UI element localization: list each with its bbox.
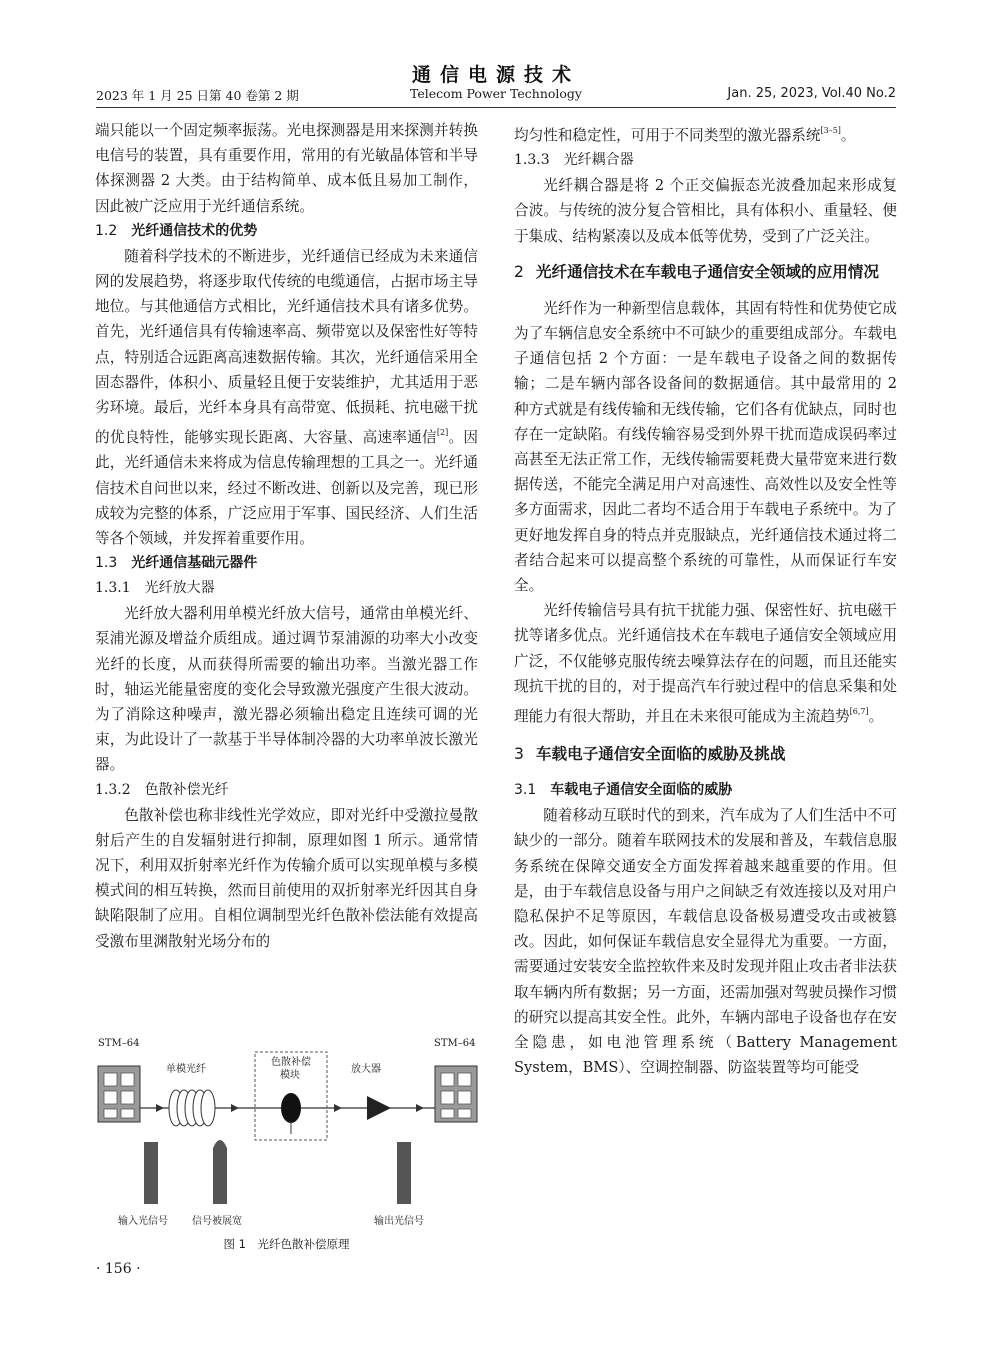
section-title: 光纤放大器 xyxy=(144,580,215,597)
amplifier-label: 放大器 xyxy=(351,1064,381,1075)
section-1-2-paragraph xyxy=(95,244,478,551)
header-row xyxy=(96,86,896,106)
text-run: 光纤传输信号具有抗干扰能力强、保密性好、抗电磁干扰等诸多优点。光纤通信技术在车载电子通信安全领域应用广泛，不仅能够克服传统去噪算法存在的问题，而且还能实现抗干扰的目的，对于提高汽车行驶过程中的信息采集和处理能力有很大帮助，并且在未来很可能成为主流趋势 xyxy=(514,602,897,726)
input-signal-pulse xyxy=(144,1142,158,1204)
section-title: 光纤通信基础元器件 xyxy=(131,555,258,572)
section-1-3-1-paragraph: 光纤放大器利用单模光纤放大信号，通常由单模光纤、泵浦光源及增益介质组成。通过调节泵浦源的功率大小改变光纤的长度，从而获得所需要的输出功率。当激光器工作时，轴运光能量密度的变化会导致激光强度产生很大波动。为了消除这种噪声，激光器必须输出稳定且连续可调的光束，为此设计了一款基于半导体制冷器的大功率单波长激光器。 xyxy=(95,605,478,774)
text-run: 均匀性和稳定性，可用于不同类型的激光器系统 xyxy=(514,127,821,144)
header-rule xyxy=(96,107,896,108)
section-number: 2 xyxy=(514,262,524,281)
left-column xyxy=(95,118,478,954)
journal-english-name: Telecom Power Technology xyxy=(410,86,582,101)
section-2-paragraph-2 xyxy=(514,598,897,729)
section-2-heading xyxy=(514,259,897,286)
section-number: 1.2 xyxy=(95,222,118,239)
paragraph-continued: 端只能以一个固定频率振荡。光电探测器是用来探测并转换电信号的装置，具有重要作用，常用的有光敏晶体管和半导体探测器 2 大类。由于结构简单、成本低且易加工制作，因此被广泛应用于光纤通信系统。 xyxy=(95,122,478,215)
left-stm-cabinet xyxy=(98,1066,140,1122)
broadened-signal-pulse xyxy=(213,1140,227,1204)
broadened-signal-label: 信号被展宽 xyxy=(192,1216,242,1227)
section-number: 1.3.3 xyxy=(514,152,550,169)
arrow-icon xyxy=(416,1104,424,1112)
dcm-module-icon xyxy=(281,1093,301,1123)
section-title: 车载电子通信安全面临的威胁 xyxy=(550,782,733,799)
citation: [6,7] xyxy=(849,707,869,717)
section-number: 1.3 xyxy=(95,555,118,572)
issue-date: 2023 年 1 月 25 日第 40 卷第 2 期 xyxy=(96,88,299,103)
citation: [2] xyxy=(436,428,449,438)
section-1-2-heading xyxy=(95,219,478,244)
output-signal-label: 输出光信号 xyxy=(374,1216,424,1227)
figure-1 xyxy=(95,1036,478,1230)
section-number: 3.1 xyxy=(514,782,537,799)
text-run: 随着科学技术的不断进步，光纤通信已经成为未来通信网的发展趋势，将逐步取代传统的电缆通信，占据市场主导地位。与其他通信方式相比，光纤通信技术具有诸多优势。首先，光纤通信具有传输速率高、频带宽以及保密性好等特点，特别适合远距离高速数据传输。其次，光纤通信采用全固态器件，体积小、质量轻且便于安装维护，尤其适用于恶劣环境。最后，光纤本身具有高带宽、低损耗、抗电磁干扰的优良特性，能够实现长距离、大容量、高速率通信 xyxy=(95,247,478,447)
stm-right-label: STM–64 xyxy=(434,1038,476,1049)
section-1-3-3-paragraph: 光纤耦合器是将 2 个正交偏振态光波叠加起来形成复合波。与传统的波分复合管相比，具有体积小、重量轻、便于集成、结构紧凑以及成本低等优势，受到了广泛关注。 xyxy=(514,177,897,245)
section-1-3-1-heading xyxy=(95,576,478,601)
citation: [3–5] xyxy=(820,126,841,135)
section-1-3-2-paragraph: 色散补偿也称非线性光学效应，即对光纤中受激拉曼散射后产生的自发辐射进行抑制，原理如图 1 所示。通常情况下，利用双折射率光纤作为传输介质可以实现单模与多模模式间的相互转换，然而目前使用的双折射率光纤因其自身缺陷限制了应用。自相位调制型光纤色散补偿法能有效提高受激布里渊散射光场分布的 xyxy=(95,806,478,950)
arrow-icon xyxy=(231,1104,239,1112)
journal-title: 通信电源技术 xyxy=(411,64,580,86)
issue-date-english: Jan. 25, 2023, Vol.40 No.2 xyxy=(727,86,896,101)
dcm-label-line1: 色散补偿 xyxy=(271,1057,311,1068)
arrow-icon xyxy=(334,1104,342,1112)
dcm-label-line2: 模块 xyxy=(280,1070,300,1081)
input-signal-label: 输入光信号 xyxy=(118,1216,168,1227)
section-3-heading xyxy=(514,741,897,768)
section-title: 光纤耦合器 xyxy=(563,152,634,169)
section-title: 光纤通信技术的优势 xyxy=(131,222,258,239)
output-signal-pulse xyxy=(397,1142,411,1204)
section-3-1-heading xyxy=(514,778,897,803)
stm-left-label: STM–64 xyxy=(98,1038,140,1049)
figure-caption: 图 1 光纤色散补偿原理 xyxy=(223,1237,350,1251)
text-run: 。因此，光纤通信未来将成为信息传输理想的工具之一。光纤通信技术自问世以来，经过不断改进、创新以及完善，现已形成较为完整的体系，广泛应用于军事、国民经济、人们生活等各个领域，并发挥着重要作用。 xyxy=(95,429,478,548)
section-title: 光纤通信技术在车载电子通信安全领域的应用情况 xyxy=(535,262,879,281)
section-number: 1.3.1 xyxy=(95,580,131,597)
page-number: · 156 · xyxy=(96,1261,141,1277)
section-1-3-2-heading xyxy=(95,778,478,803)
section-title: 色散补偿光纤 xyxy=(144,781,229,798)
section-1-3-heading xyxy=(95,551,478,576)
section-2-paragraph-1: 光纤作为一种新型信息载体，其固有特性和优势使它成为了车辆信息安全系统中不可缺少的重要组成部分。车载电子通信包括 2 个方面：一是车载电子设备之间的数据传输；二是车辆内部各设备间的数据通信。其中最常用的 2 种方式就是有线传输和无线传输，它们各有优缺点，同时也存在一定缺陷。有线传输容易受到外界干扰而造成误码率过高甚至无法正常工作，无线传输需要耗费大量带宽来进行数据传送，不能完全满足用户对高速性、高效性以及安全性等多方面需求，因此二者均不适合用于车载电子系统中。为了更好地发挥自身的特点并克服缺点，光纤通信技术通过将二者结合起来可以提高整个系统的可靠性，从而保证行车安全。 xyxy=(514,299,897,595)
text-run: 。 xyxy=(868,708,884,726)
right-stm-cabinet xyxy=(435,1066,477,1122)
text-run: 。 xyxy=(840,127,856,144)
arrow-icon xyxy=(156,1104,164,1112)
section-3-1-paragraph: 随着移动互联时代的到来，汽车成为了人们生活中不可缺少的一部分。随着车联网技术的发展和普及，车载信息服务系统在保障交通安全方面发挥着越来越重要的作用。但是，由于车载信息设备与用户之间缺乏有效连接以及对用户隐私保护不足等原因，车载信息设备极易遭受攻击或被篡改。因此，如何保证车载信息安全显得尤为重要。一方面，需要通过安装安全监控软件来及时发现并阻止攻击者非法获取车辆内所有数据；另一方面，还需加强对驾驶员操作习惯的研究以提高其安全性。此外，车辆内部电子设备也存在安全隐患，如电池管理系统（Battery Management System，BMS）、空调控制器、防盗装置等均可能受 xyxy=(514,807,897,1077)
section-1-3-3-heading xyxy=(514,148,897,173)
section-title: 车载电子通信安全面临的威胁及挑战 xyxy=(535,745,786,764)
right-column xyxy=(514,118,897,1081)
paragraph-continued xyxy=(514,118,897,148)
section-number: 1.3.2 xyxy=(95,781,131,798)
amplifier-icon xyxy=(367,1096,391,1120)
fiber-coil-icon xyxy=(169,1090,215,1126)
section-number: 3 xyxy=(514,745,524,764)
single-mode-fiber-label: 单模光纤 xyxy=(166,1064,206,1075)
